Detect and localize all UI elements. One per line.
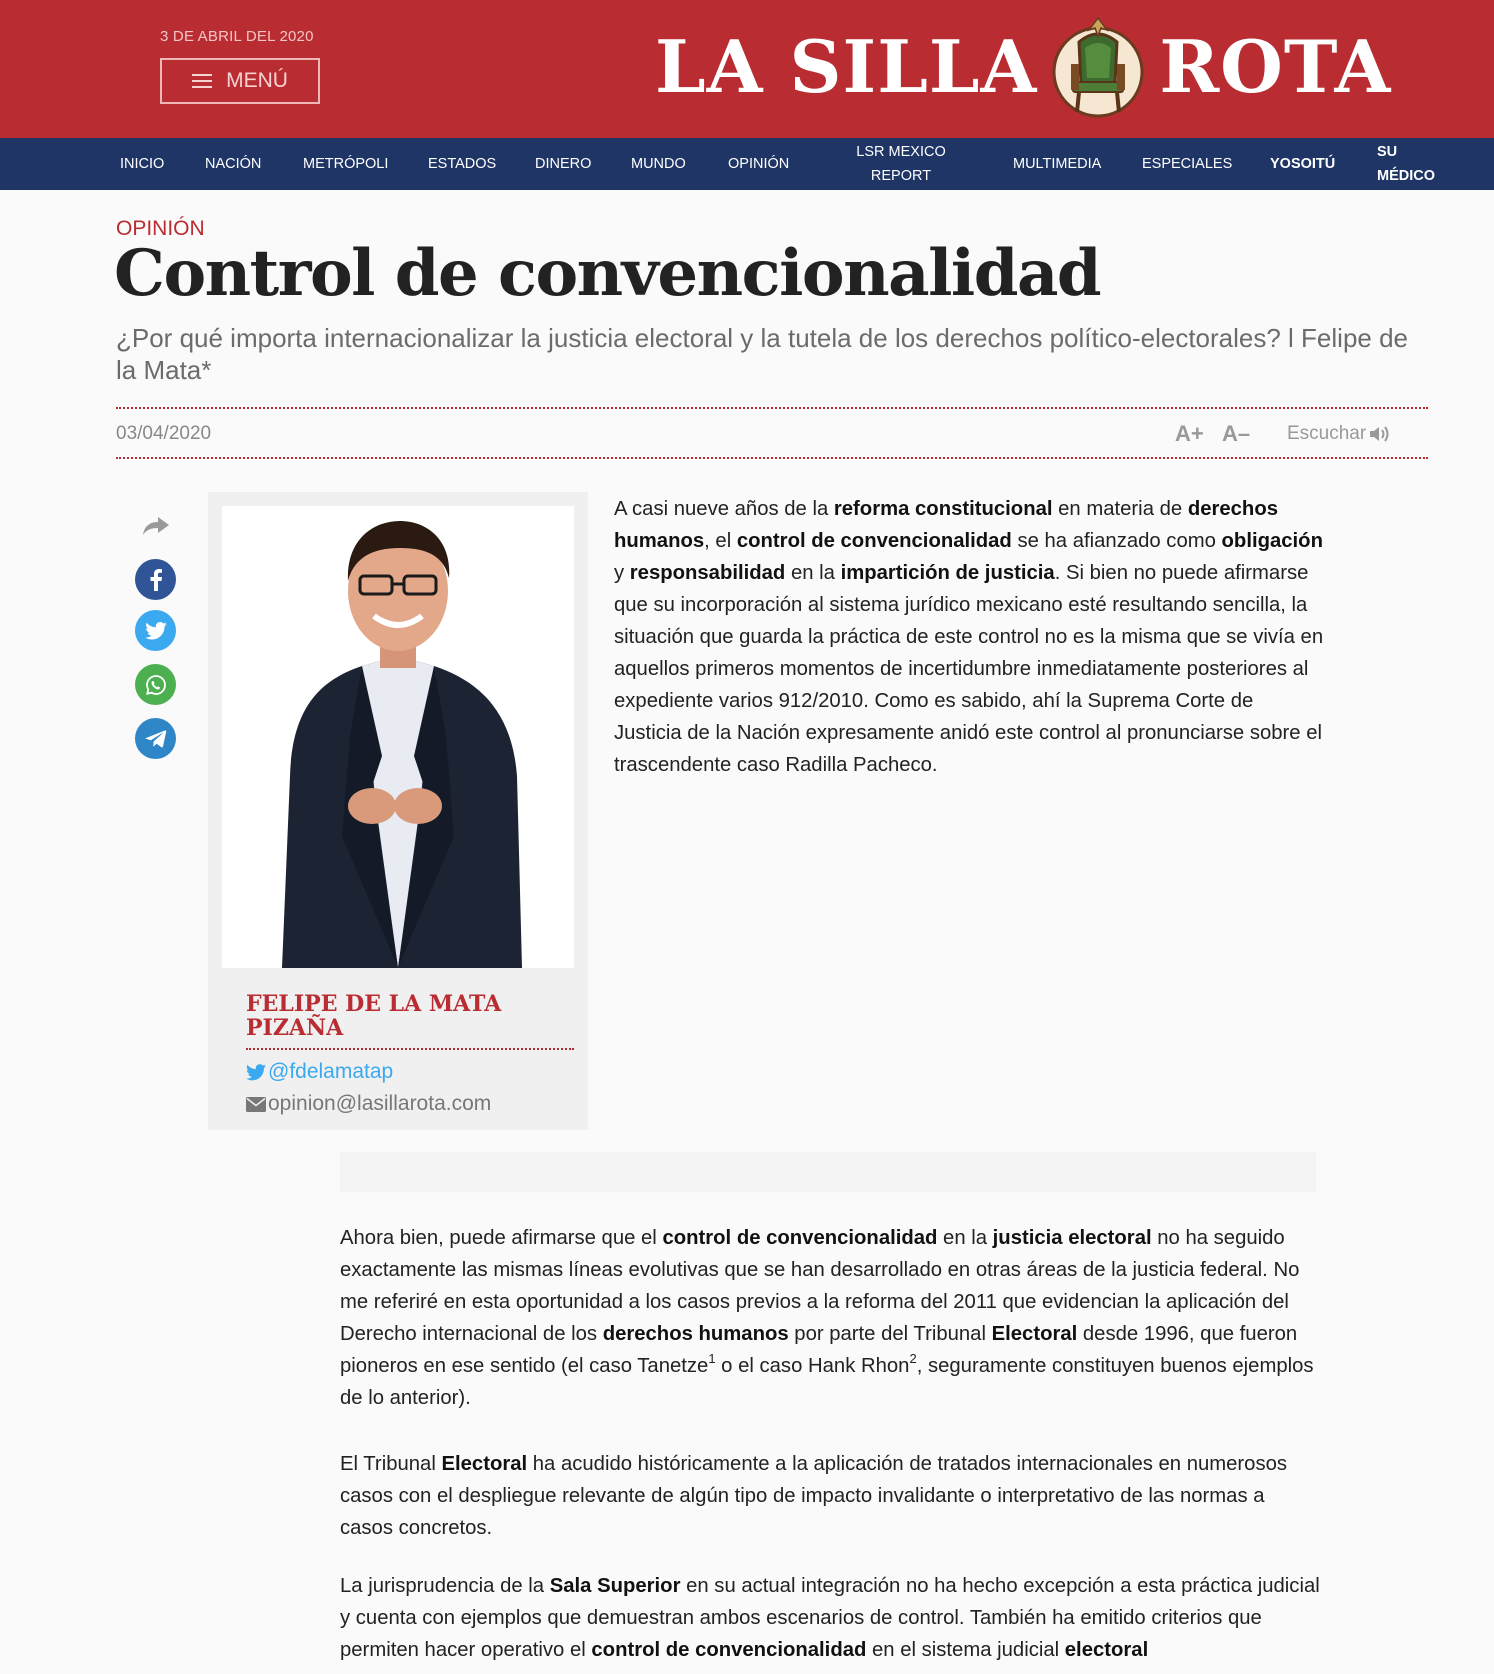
p1-text: , el (704, 530, 737, 552)
p2-text: por parte del Tribunal (788, 1323, 992, 1345)
p4-bold: control de convencionalidad (591, 1639, 867, 1661)
twitter-share-button[interactable] (135, 610, 176, 651)
main-nav (0, 138, 1494, 190)
p1-text: A casi nueve años de la (614, 498, 834, 520)
nav-item-lsr-line1: LSR MEXICO (856, 144, 946, 160)
p1-text: . Si bien no puede afirmarse que su incorporación al sistema jurídico mexicano esté resultando sencilla, la situación que guarda la práctica de este control no es la misma que se vivía en aquellos primeros momentos de incertidumbre inmediatamente posteriores al expediente varios 912/2010. Como es sabido, ahí la Suprema Corte de Justicia de la Nación expresamente anidó este control al pronunciarse sobre el trascendente caso Radilla Pacheco. (614, 562, 1324, 776)
site-header (0, 0, 1494, 138)
p1-text: se ha afianzado como (1011, 530, 1222, 552)
paragraph-1 (614, 493, 1324, 781)
facebook-share-button[interactable] (135, 559, 176, 600)
p3-text: El Tribunal (340, 1453, 442, 1475)
p2-text: o el caso Hank Rhon (715, 1355, 910, 1377)
site-logo[interactable] (655, 8, 1391, 126)
p1-bold: responsabilidad (629, 562, 786, 584)
facebook-icon (147, 569, 165, 591)
author-divider (246, 1048, 574, 1050)
author-twitter-link[interactable] (246, 1060, 393, 1084)
p1-text: y (614, 562, 630, 584)
author-name[interactable]: FELIPE DE LA MATA PIZAÑA (246, 991, 502, 1041)
p2-text: Ahora bien, puede afirmarse que el (340, 1227, 663, 1249)
header-date: 3 DE ABRIL DEL 2020 (160, 28, 314, 45)
p4-bold: electoral (1064, 1639, 1149, 1661)
p2-bold: justicia electoral (992, 1227, 1152, 1249)
p1-bold: impartición de justicia (840, 562, 1055, 584)
logo-text-left: LA SILLA (655, 24, 1038, 109)
listen-button[interactable] (1287, 423, 1390, 445)
publication-date: 03/04/2020 (116, 423, 212, 444)
p1-bold: derechos humanos (614, 498, 1278, 552)
nav-item-su-medico[interactable] (1377, 140, 1435, 188)
p1-bold: obligación (1221, 530, 1323, 552)
share-icon[interactable] (140, 514, 172, 538)
p2-text: en la (937, 1227, 993, 1249)
nav-item-multimedia[interactable]: MULTIMEDIA (1013, 156, 1102, 172)
footnote-ref-2[interactable]: 2 (909, 1351, 917, 1366)
p2-text: , seguramente constituyen buenos ejemplos de lo anterior). (340, 1355, 1314, 1409)
paragraph-4 (340, 1570, 1320, 1666)
ad-slot (340, 1152, 1316, 1192)
paragraph-2 (340, 1222, 1320, 1414)
divider-bottom (116, 457, 1428, 459)
nav-item-yosoitu[interactable]: YOSOITÚ (1270, 156, 1336, 172)
footnote-ref-1[interactable]: 1 (708, 1351, 716, 1366)
logo-text-right: ROTA (1159, 24, 1392, 109)
author-card (208, 492, 588, 1130)
hamburger-icon (192, 74, 212, 88)
speaker-icon (1368, 424, 1390, 444)
p1-text: en materia de (1052, 498, 1188, 520)
paragraph-3 (340, 1448, 1320, 1544)
author-email-link[interactable] (246, 1092, 491, 1116)
p4-text: en el sistema judicial (866, 1639, 1065, 1661)
p1-bold: control de convencionalidad (736, 530, 1012, 552)
p2-bold: derechos humanos (602, 1323, 789, 1345)
nav-item-especiales[interactable]: ESPECIALES (1142, 156, 1233, 172)
whatsapp-icon (145, 674, 167, 696)
telegram-share-button[interactable] (135, 718, 176, 759)
nav-item-dinero[interactable]: DINERO (535, 156, 592, 172)
menu-button[interactable] (160, 58, 320, 104)
twitter-icon (246, 1064, 266, 1081)
p3-text: ha acudido históricamente a la aplicación de tratados internacionales en numerosos casos con el despliegue relevante de algún tipo de impacto invalidante o interpretativo de las normas a casos concretos. (340, 1453, 1288, 1539)
nav-item-lsr-line2: REPORT (870, 168, 932, 184)
section-label[interactable]: OPINIÓN (116, 217, 205, 240)
p2-text: desde 1996, que fueron pioneros en ese sentido (el caso Tanetze (340, 1323, 1298, 1377)
p1-bold: reforma constitucional (833, 498, 1053, 520)
p4-bold: Sala Superior (549, 1575, 681, 1597)
article-title: Control de convencionalidad (114, 236, 1101, 311)
p1-text: en la (785, 562, 841, 584)
nav-item-inicio[interactable]: INICIO (120, 156, 165, 172)
listen-label: Escuchar (1287, 423, 1367, 444)
nav-item-mundo[interactable]: MUNDO (631, 156, 686, 172)
font-increase-button[interactable]: A+ (1175, 421, 1204, 446)
nav-item-metropoli[interactable]: METRÓPOLI (303, 156, 389, 172)
twitter-icon (145, 622, 167, 640)
telegram-icon (145, 729, 167, 749)
author-twitter-handle: @fdelamatap (268, 1060, 394, 1083)
envelope-icon (246, 1097, 266, 1112)
whatsapp-share-button[interactable] (135, 664, 176, 705)
font-decrease-button[interactable]: A– (1222, 421, 1251, 446)
nav-item-lsr-mexico-report[interactable] (850, 140, 952, 188)
nav-item-nacion[interactable]: NACIÓN (205, 156, 262, 172)
p4-text: en su actual integración no ha hecho excepción a esta práctica judicial y cuenta con ejemplos que demuestran ambos escenarios de control. También ha emitido criterios que permiten hacer operativo el (340, 1575, 1320, 1661)
nav-item-su-line1: SU (1377, 144, 1398, 160)
p2-text: no ha seguido exactamente las mismas líneas evolutivas que se han desarrollado en otras áreas de la justicia federal. No me referiré en esta oportunidad a los casos previos a la reforma del 2011 que evidencian la aplicación del Derecho internacional de los (340, 1227, 1300, 1345)
divider-top (116, 407, 1428, 409)
nav-item-estados[interactable]: ESTADOS (428, 156, 497, 172)
p2-bold: control de convencionalidad (662, 1227, 938, 1249)
menu-label: MENÚ (226, 69, 288, 92)
article-subtitle: ¿Por qué importa internacionalizar la justicia electoral y la tutela de los derechos político-electorales? l Felipe de la Mata* (116, 323, 1409, 385)
p3-bold: Electoral (441, 1453, 528, 1475)
p2-bold: Electoral (991, 1323, 1078, 1345)
author-photo (222, 506, 574, 968)
author-email: opinion@lasillarota.com (268, 1092, 492, 1115)
author-portrait-illustration (222, 506, 574, 968)
chair-logo-icon (1049, 12, 1147, 122)
nav-item-su-line2: MÉDICO (1377, 168, 1435, 184)
p4-text: La jurisprudencia de la (340, 1575, 550, 1597)
nav-item-opinion[interactable]: OPINIÓN (728, 156, 790, 172)
